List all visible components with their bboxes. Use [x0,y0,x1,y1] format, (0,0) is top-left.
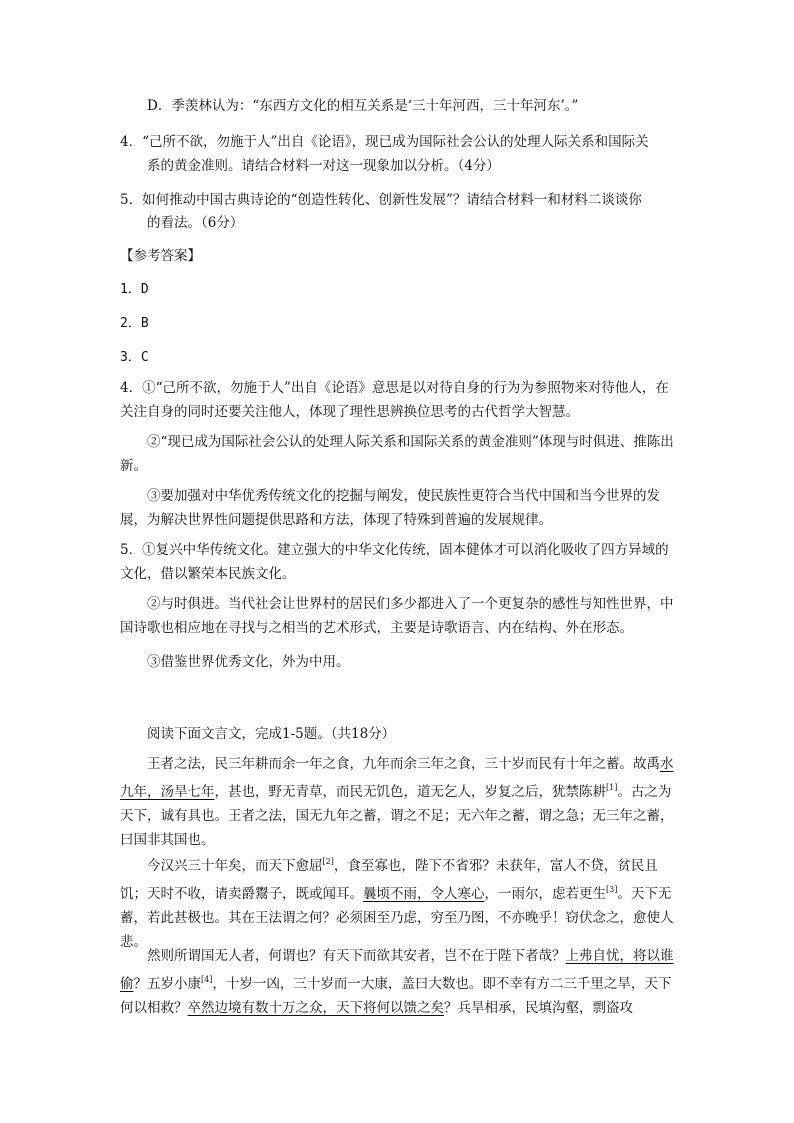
question-3-option-d: D．季羡林认为：“东西方文化的相互关系是‘三十年河西，三十年河东’。” [147,98,579,114]
paragraph-text: 王者之法，民三年耕而余一年之食，九年而余三年之食，三十岁而民有十年之蓄。故禹 [147,756,660,772]
answer-4-part-2: ②“现已成为国际社会公认的处理人际关系和国际关系的黄金准则”体现与时俱进、推陈出新。 [120,434,674,474]
footnote-marker: [2] [322,857,334,866]
question-4-line-1: 4．“己所不欲，勿施于人”出自《论语》，现已成为国际社会公认的处理人际关系和国际关 [120,134,649,150]
answer-1: 1．D [120,282,149,297]
paragraph-text: ，一雨尔，虑若更生 [484,886,606,902]
answer-2: 2．B [120,316,149,331]
footnote-marker: [3] [606,885,618,894]
reading-instruction: 阅读下面文言文，完成1-5题。（共18分） [147,726,396,742]
reading-paragraph-2 [120,850,680,954]
underlined-sentence: 水九年，汤旱七年 [120,756,674,800]
underlined-sentence: 曩顷不雨，令人寒心 [363,886,485,902]
underlined-sentence: 卒然边境有数十万之众，天下将何以馈之矣 [187,1000,444,1016]
reading-paragraph-1 [120,752,680,852]
paragraph-text: ？兵旱相承，民填沟壑，剽盗攻 [444,1000,633,1016]
footnote-marker: [4] [201,975,213,984]
paragraph-text: ？五岁小康 [133,976,201,992]
footnote-marker: [1] [606,783,618,792]
question-5-line-1: 5．如何推动中国古典诗论的“创造性转化、创新性发展”？请结合材料一和材料二谈谈你 [120,192,642,208]
underlined-sentence: 上弗自忧，将以谁偷 [120,948,674,992]
answer-4-part-1: 4．①“己所不欲，勿施于人”出自《论语》意思是以对待自身的行为为参照物来对待他人，在关注自身的同时还要关注他人，体现了理性思辨换位思考的古代哲学大智慧。 [120,380,669,420]
answers-heading: 【参考答案】 [120,248,201,264]
paragraph-text: 。天下无蓄，若此甚极也。其在王法谓之何？必须困至乃虑，穷至乃图，不亦晚乎！窃伏念之，愈使人悲。 [120,886,674,950]
paragraph-text: 然则所谓国无人者，何谓也？有天下而欲其安者，岂不在于陛下者哉？ [147,948,566,964]
answer-5-part-2: ②与时俱进。当代社会让世界村的居民们多少都进入了一个更复杂的感性与知性世界，中国诗歌也相应地在寻找与之相当的艺术形式，主要是诗歌语言、内在结构、外在形态。 [120,596,674,636]
paragraph-text: ，十岁一凶，三十岁而一大康，盖曰大数也。即不幸有方二三千里之旱，天下何以相救？ [120,976,672,1016]
paragraph-text: ，甚也，野无青草，而民无饥色，道无乞人，岁复之后，犹禁陈耕 [214,784,606,800]
paragraph-text: ，食至寡也，陛下不省邪？未获年，富人不贷，贫民且饥；天时不收，请卖爵鬻子，既或闻耳。 [120,858,658,902]
question-4-line-2: 系的黄金准则。请结合材料一对这一现象加以分析。（4分） [147,158,500,174]
question-5-line-2: 的看法。（6分） [147,215,244,231]
answer-5-part-1: 5．①复兴中华传统文化。建立强大的中华文化传统，固本健体才可以消化吸收了四方异域的文化，借以繁荣本民族文化。 [120,542,669,582]
answer-4-part-3: ③要加强对中华优秀传统文化的挖掘与阐发，使民族性更符合当代中国和当今世界的发展，为解决世界性问题提供思路和方法，体现了特殊到普遍的发展规律。 [120,488,660,528]
answer-3: 3．C [120,350,149,365]
paragraph-text: 。古之为天下，诚有具也。王者之法，国无九年之蓄，谓之不足；无六年之蓄，谓之急；无三年之蓄，曰国非其国也。 [120,784,674,848]
answer-5-part-3: ③借鉴世界优秀文化，外为中用。 [147,654,350,670]
paragraph-text: 今汉兴三十年矣，而天下愈屈 [147,858,323,874]
reading-paragraph-3 [120,944,680,1020]
